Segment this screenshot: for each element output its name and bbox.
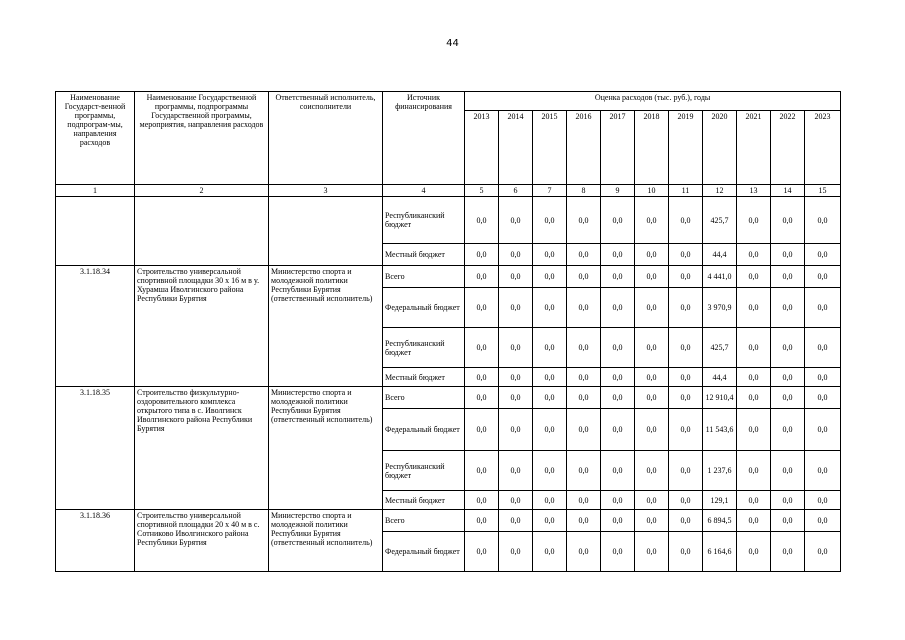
column-numbers-row — [56, 185, 841, 197]
cost-value: 0,0 — [533, 197, 567, 244]
cost-value: 0,0 — [669, 510, 703, 532]
cost-value: 0,0 — [805, 368, 841, 387]
cost-value: 0,0 — [499, 491, 533, 510]
cost-value: 0,0 — [533, 368, 567, 387]
funding-source: Местный бюджет — [383, 491, 465, 510]
cost-value: 3 970,9 — [703, 288, 737, 328]
cost-value: 0,0 — [567, 368, 601, 387]
cost-value: 0,0 — [805, 532, 841, 572]
page-number: 44 — [446, 38, 459, 49]
cost-value: 0,0 — [567, 197, 601, 244]
cost-value: 0,0 — [771, 532, 805, 572]
table-body — [56, 197, 841, 572]
cost-value: 0,0 — [737, 288, 771, 328]
cost-value: 0,0 — [669, 328, 703, 368]
funding-source: Федеральный бюджет — [383, 288, 465, 328]
cost-value: 0,0 — [805, 387, 841, 409]
cost-value: 0,0 — [635, 368, 669, 387]
header-year: 2013 — [465, 111, 499, 185]
cost-value: 0,0 — [567, 409, 601, 451]
cost-value: 0,0 — [635, 266, 669, 288]
cost-value: 0,0 — [669, 197, 703, 244]
cost-value: 0,0 — [465, 387, 499, 409]
header-executor: Ответственный исполнитель, соисполнители — [269, 92, 383, 185]
cost-value: 0,0 — [737, 197, 771, 244]
cost-value: 0,0 — [499, 244, 533, 266]
cost-value: 0,0 — [805, 491, 841, 510]
measure-code: 3.1.18.36 — [56, 510, 135, 572]
column-number: 10 — [635, 185, 669, 197]
cost-value: 0,0 — [499, 409, 533, 451]
budget-table — [55, 91, 841, 572]
cost-value: 0,0 — [601, 387, 635, 409]
cost-value: 425,7 — [703, 328, 737, 368]
cost-value: 0,0 — [669, 387, 703, 409]
cost-value: 0,0 — [567, 387, 601, 409]
cost-value: 0,0 — [771, 368, 805, 387]
cost-value: 0,0 — [465, 491, 499, 510]
cost-value: 0,0 — [771, 387, 805, 409]
cost-value: 0,0 — [635, 532, 669, 572]
cost-value: 0,0 — [771, 409, 805, 451]
cost-value: 0,0 — [567, 451, 601, 491]
cost-value: 44,4 — [703, 244, 737, 266]
cost-value: 0,0 — [805, 266, 841, 288]
cost-value: 0,0 — [669, 244, 703, 266]
cost-value: 0,0 — [533, 328, 567, 368]
funding-source: Всего — [383, 266, 465, 288]
cost-value: 0,0 — [465, 368, 499, 387]
cost-value: 0,0 — [635, 288, 669, 328]
cost-value: 11 543,6 — [703, 409, 737, 451]
funding-source: Всего — [383, 510, 465, 532]
cost-value: 0,0 — [669, 491, 703, 510]
cost-value: 0,0 — [805, 288, 841, 328]
cost-value: 0,0 — [601, 368, 635, 387]
cost-value: 0,0 — [499, 532, 533, 572]
column-number: 15 — [805, 185, 841, 197]
funding-source: Республиканский бюджет — [383, 197, 465, 244]
header-year: 2022 — [771, 111, 805, 185]
cost-value: 0,0 — [635, 451, 669, 491]
measure-executor: Министерство спорта и молодежной политики Республики Бурятия (ответственный исполнитель) — [269, 266, 383, 387]
cost-value: 0,0 — [567, 266, 601, 288]
cost-value: 0,0 — [533, 532, 567, 572]
header-source: Источник финансирования — [383, 92, 465, 185]
column-number: 7 — [533, 185, 567, 197]
cost-value: 0,0 — [567, 288, 601, 328]
cost-value: 0,0 — [465, 409, 499, 451]
cost-value: 0,0 — [567, 328, 601, 368]
cost-value: 0,0 — [805, 510, 841, 532]
cost-value: 0,0 — [499, 368, 533, 387]
cost-value: 0,0 — [499, 197, 533, 244]
column-number: 12 — [703, 185, 737, 197]
cost-value: 0,0 — [805, 328, 841, 368]
header-year: 2014 — [499, 111, 533, 185]
header-year: 2020 — [703, 111, 737, 185]
measure-code — [56, 197, 135, 266]
cost-value: 44,4 — [703, 368, 737, 387]
cost-value: 12 910,4 — [703, 387, 737, 409]
funding-source: Федеральный бюджет — [383, 409, 465, 451]
cost-value: 0,0 — [499, 288, 533, 328]
cost-value: 0,0 — [737, 387, 771, 409]
cost-value: 0,0 — [601, 288, 635, 328]
cost-value: 0,0 — [601, 328, 635, 368]
measure-name — [135, 197, 269, 266]
cost-value: 0,0 — [499, 266, 533, 288]
measure-name: Строительство универсальной спортивной площадки 20 х 40 м в с. Сотниково Иволгинского района Республики Бурятия — [135, 510, 269, 572]
funding-source: Республиканский бюджет — [383, 328, 465, 368]
cost-value: 0,0 — [737, 244, 771, 266]
cost-value: 4 441,0 — [703, 266, 737, 288]
funding-source: Федеральный бюджет — [383, 532, 465, 572]
header-year: 2015 — [533, 111, 567, 185]
measure-executor — [269, 197, 383, 266]
cost-value: 0,0 — [533, 510, 567, 532]
cost-value: 0,0 — [635, 328, 669, 368]
cost-value: 0,0 — [533, 451, 567, 491]
column-number: 1 — [56, 185, 135, 197]
cost-value: 0,0 — [737, 409, 771, 451]
cost-value: 0,0 — [771, 491, 805, 510]
column-number: 13 — [737, 185, 771, 197]
cost-value: 425,7 — [703, 197, 737, 244]
measure-code: 3.1.18.34 — [56, 266, 135, 387]
cost-value: 0,0 — [669, 288, 703, 328]
column-number: 6 — [499, 185, 533, 197]
cost-value: 0,0 — [601, 510, 635, 532]
cost-value: 129,1 — [703, 491, 737, 510]
header-program: Наименование Государст-венной программы, подпрограм-мы, направления расходов — [56, 92, 135, 185]
cost-value: 0,0 — [465, 197, 499, 244]
cost-value: 0,0 — [499, 451, 533, 491]
column-number: 5 — [465, 185, 499, 197]
cost-value: 0,0 — [601, 266, 635, 288]
header-year: 2021 — [737, 111, 771, 185]
cost-value: 0,0 — [567, 244, 601, 266]
column-number: 9 — [601, 185, 635, 197]
cost-value: 0,0 — [737, 510, 771, 532]
table-header — [56, 92, 841, 197]
cost-value: 0,0 — [805, 244, 841, 266]
header-name: Наименование Государственной программы, подпрограммы Государственной программы, мероприятия, направления расходов — [135, 92, 269, 185]
header-year: 2019 — [669, 111, 703, 185]
cost-value: 0,0 — [465, 288, 499, 328]
column-number: 11 — [669, 185, 703, 197]
cost-value: 0,0 — [499, 510, 533, 532]
cost-value: 0,0 — [465, 244, 499, 266]
column-number: 2 — [135, 185, 269, 197]
cost-value: 0,0 — [567, 510, 601, 532]
measure-name: Строительство универсальной спортивной площадки 30 х 16 м в у. Хурамша Иволгинского района Республики Бурятия — [135, 266, 269, 387]
cost-value: 0,0 — [669, 451, 703, 491]
cost-value: 6 894,5 — [703, 510, 737, 532]
column-number: 14 — [771, 185, 805, 197]
table-row — [56, 197, 841, 244]
cost-value: 0,0 — [635, 197, 669, 244]
cost-value: 0,0 — [533, 491, 567, 510]
cost-value: 0,0 — [533, 409, 567, 451]
cost-value: 0,0 — [737, 451, 771, 491]
cost-value: 0,0 — [737, 491, 771, 510]
cost-value: 0,0 — [771, 288, 805, 328]
cost-value: 0,0 — [601, 409, 635, 451]
funding-source: Местный бюджет — [383, 368, 465, 387]
table-row — [56, 510, 841, 532]
funding-source: Местный бюджет — [383, 244, 465, 266]
header-year: 2018 — [635, 111, 669, 185]
cost-value: 0,0 — [771, 328, 805, 368]
cost-value: 0,0 — [805, 409, 841, 451]
cost-value: 6 164,6 — [703, 532, 737, 572]
cost-value: 0,0 — [771, 266, 805, 288]
cost-value: 0,0 — [499, 328, 533, 368]
table-row — [56, 387, 841, 409]
cost-value: 0,0 — [669, 532, 703, 572]
header-year: 2016 — [567, 111, 601, 185]
cost-value: 0,0 — [635, 244, 669, 266]
cost-value: 0,0 — [601, 197, 635, 244]
cost-value: 0,0 — [465, 328, 499, 368]
cost-value: 0,0 — [737, 368, 771, 387]
measure-name: Строительство физкультурно-оздоровительного комплекса открытого типа в с. Иволгинск Иволгинского района Республики Бурятия — [135, 387, 269, 510]
table-row — [56, 266, 841, 288]
column-number: 4 — [383, 185, 465, 197]
cost-value: 0,0 — [601, 532, 635, 572]
cost-value: 0,0 — [465, 510, 499, 532]
cost-value: 0,0 — [533, 288, 567, 328]
cost-value: 0,0 — [635, 491, 669, 510]
cost-value: 0,0 — [601, 491, 635, 510]
header-year: 2023 — [805, 111, 841, 185]
funding-source: Республиканский бюджет — [383, 451, 465, 491]
measure-executor: Министерство спорта и молодежной политики Республики Бурятия (ответственный исполнитель) — [269, 510, 383, 572]
header-row — [56, 92, 841, 111]
cost-value: 0,0 — [499, 387, 533, 409]
cost-value: 0,0 — [669, 266, 703, 288]
cost-value: 0,0 — [533, 266, 567, 288]
cost-value: 1 237,6 — [703, 451, 737, 491]
cost-value: 0,0 — [737, 328, 771, 368]
cost-value: 0,0 — [771, 510, 805, 532]
cost-value: 0,0 — [669, 368, 703, 387]
column-number: 3 — [269, 185, 383, 197]
cost-value: 0,0 — [805, 451, 841, 491]
cost-value: 0,0 — [567, 532, 601, 572]
header-year: 2017 — [601, 111, 635, 185]
cost-value: 0,0 — [601, 244, 635, 266]
cost-value: 0,0 — [635, 510, 669, 532]
cost-value: 0,0 — [669, 409, 703, 451]
cost-value: 0,0 — [533, 387, 567, 409]
cost-value: 0,0 — [465, 532, 499, 572]
cost-value: 0,0 — [737, 266, 771, 288]
cost-value: 0,0 — [533, 244, 567, 266]
cost-value: 0,0 — [771, 244, 805, 266]
measure-executor: Министерство спорта и молодежной политики Республики Бурятия (ответственный исполнитель) — [269, 387, 383, 510]
cost-value: 0,0 — [635, 409, 669, 451]
cost-value: 0,0 — [805, 197, 841, 244]
header-cost: Оценка расходов (тыс. руб.), годы — [465, 92, 841, 111]
cost-value: 0,0 — [465, 451, 499, 491]
cost-value: 0,0 — [465, 266, 499, 288]
cost-value: 0,0 — [635, 387, 669, 409]
cost-value: 0,0 — [601, 451, 635, 491]
cost-value: 0,0 — [567, 491, 601, 510]
cost-value: 0,0 — [771, 197, 805, 244]
column-number: 8 — [567, 185, 601, 197]
measure-code: 3.1.18.35 — [56, 387, 135, 510]
cost-value: 0,0 — [771, 451, 805, 491]
funding-source: Всего — [383, 387, 465, 409]
cost-value: 0,0 — [737, 532, 771, 572]
